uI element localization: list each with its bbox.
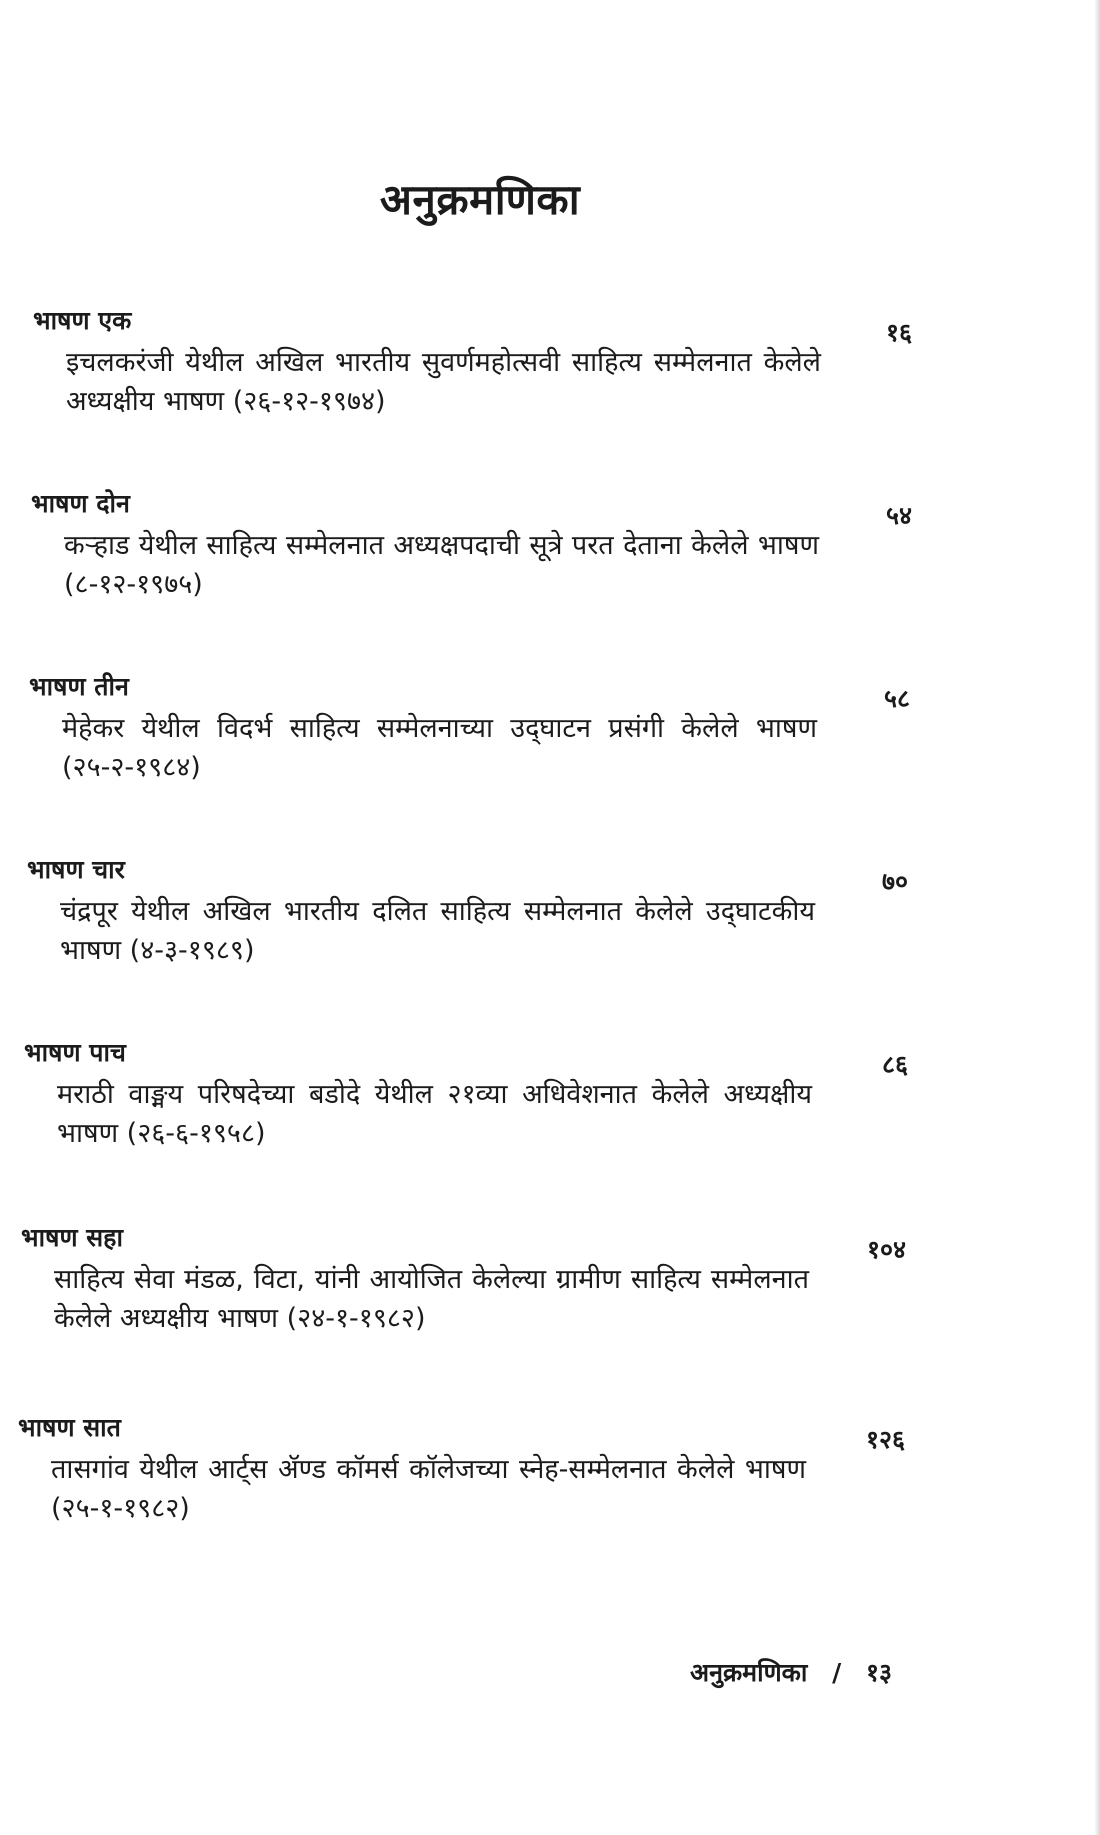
entry-description: इचलकरंजी येथील अखिल भारतीय सुवर्णमहोत्सवी साहित्य सम्मेलनात केलेले अध्यक्षीय भाषण (२६-१२-१९७४) <box>66 347 821 417</box>
entry-heading: भाषण तीन <box>29 672 129 701</box>
entry-description: मराठी वाङ्मय परिषदेच्या बडोदे येथील २१व्या अधिवेशनात केलेले अध्यक्षीय भाषण (२६-६-१९५८) <box>57 1079 812 1149</box>
entry-description: मेहेकर येथील विदर्भ साहित्य सम्मेलनाच्या उद्‌घाटन प्रसंगी केलेले भाषण (२५-२-१९८४) <box>62 713 817 783</box>
entry-page-number: ८६ <box>882 1050 909 1079</box>
entry-page-number: ७० <box>882 867 909 896</box>
entry-page-number: १०४ <box>867 1235 907 1264</box>
footer-section-title: अनुक्रमणिका <box>690 1658 808 1687</box>
entry-heading: भाषण दोन <box>31 489 130 518</box>
footer-page-number: १३ <box>865 1658 892 1687</box>
entry-description: साहित्य सेवा मंडळ, विटा, यांनी आयोजित केलेल्या ग्रामीण साहित्य सम्मेलनात केलेले अध्यक्षीय भाषण (२४-१-१९८२) <box>54 1264 809 1334</box>
entry-heading: भाषण एक <box>33 306 132 335</box>
entry-heading: भाषण सहा <box>21 1223 123 1252</box>
entry-heading: भाषण चार <box>27 855 125 884</box>
entry-page-number: १६ <box>886 318 913 347</box>
entry-page-number: ५८ <box>884 684 911 713</box>
page-edge-shadow <box>1094 0 1100 1835</box>
page-footer <box>690 1655 892 1689</box>
page-title: अनुक्रमणिका <box>379 175 581 224</box>
entry-heading: भाषण सात <box>18 1413 121 1442</box>
entry-page-number: १२६ <box>866 1425 906 1454</box>
footer-separator: / <box>832 1658 842 1687</box>
entry-description: कऱ्हाड येथील साहित्य सम्मेलनात अध्यक्षपदाची सूत्रे परत देताना केलेले भाषण (८-१२-१९७५) <box>64 530 819 600</box>
entry-description: तासगांव येथील आर्ट्‌स ॲण्ड कॉमर्स कॉलेजच्या स्नेह-सम्मेलनात केलेले भाषण (२५-१-१९८२) <box>51 1454 806 1524</box>
entry-heading: भाषण पाच <box>24 1038 126 1067</box>
entry-description: चंद्रपूर येथील अखिल भारतीय दलित साहित्य सम्मेलनात केलेले उद्‌घाटकीय भाषण (४-३-१९८९) <box>60 896 815 966</box>
entry-page-number: ५४ <box>886 501 913 530</box>
